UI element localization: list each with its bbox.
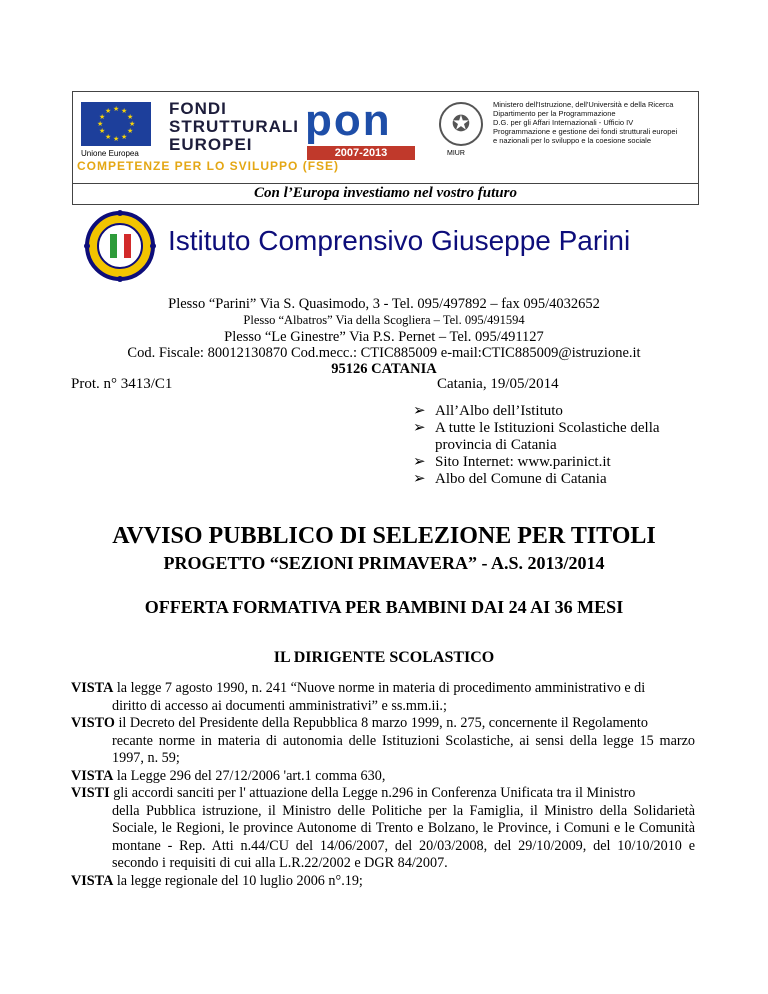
notice-title: AVVISO PUBBLICO DI SELEZIONE PER TITOLI	[112, 523, 656, 549]
pon-banner	[72, 91, 699, 205]
eu-label: Unione Europea	[81, 149, 139, 158]
offer-title: OFFERTA FORMATIVA PER BAMBINI DAI 24 AI 36 MESI	[144, 597, 624, 617]
paragraph-vista-3: VISTA la legge regionale del 10 luglio 2006 n°.19;	[71, 872, 363, 889]
competenze-label: COMPETENZE PER LO SVILUPPO (FSE)	[77, 159, 340, 173]
arrow-bullet-icon: ➢	[413, 403, 426, 419]
miur-label: MIUR	[447, 150, 465, 157]
pon-logo: pon	[305, 96, 392, 145]
list-item: ➢ Albo del Comune di Catania	[413, 471, 607, 487]
school-name: Istituto Comprensivo Giuseppe Parini	[168, 225, 631, 256]
ministry-text: Ministero dell'Istruzione, dell'Università e della Ricerca Dipartimento per la Programmazione D.G. per gli Affari Internazionali - Ufficio IV Programmazione e gestione dei fondi strutturali europei e nazionali per lo sviluppo e la coesione sociale	[493, 100, 678, 145]
paragraph-vista-2: VISTA la Legge 296 del 27/12/2006 'art.1 comma 630,	[71, 767, 386, 784]
arrow-bullet-icon: ➢	[413, 420, 426, 436]
arrow-bullet-icon: ➢	[413, 471, 426, 487]
banner-logos	[73, 92, 698, 182]
list-item: ➢ A tutte le Istituzioni Scolastiche della provincia di Catania	[413, 420, 660, 453]
italian-emblem-icon: ✪	[439, 102, 483, 146]
list-item: ➢ All’Albo dell’Istituto	[413, 403, 563, 419]
project-title: PROGETTO “SEZIONI PRIMAVERA” - A.S. 2013/2014	[163, 553, 605, 573]
arrow-bullet-icon: ➢	[413, 454, 426, 470]
dirigente-heading: IL DIRIGENTE SCOLASTICO	[273, 649, 495, 666]
recipients-list	[413, 403, 693, 488]
list-item: ➢ Sito Internet: www.parinict.it	[413, 454, 611, 470]
eu-flag-icon: ★ ★ ★ ★ ★ ★ ★ ★ ★ ★ ★ ★	[81, 102, 151, 146]
fiscal-info: Cod. Fiscale: 80012130870 Cod.mecc.: CTIC885009 e-mail:CTIC885009@istruzione.it	[127, 345, 641, 361]
pon-years: 2007-2013	[307, 146, 415, 160]
school-crest-icon	[84, 210, 156, 282]
city-line: 95126 CATANIA	[331, 361, 437, 377]
protocol-number: Prot. n° 3413/C1	[71, 376, 173, 392]
paragraph-visti: VISTI gli accordi sanciti per l' attuazione della Legge n.296 in Conferenza Unificata tra il Ministro della Pubblica istruzione, il Ministro delle Politiche per la Famiglia, il Ministro della Solidarietà Sociale, le Regioni, le province Autonome di Trento e Bolzano, le Province, i Comuni e le Comunità montane - Rep. Atti n.44/CU del 14/06/2007, del 20/03/2008, del 29/10/2009, del 10/10/2010 e secondo i requisiti di cui alla L.R.22/2002 e DGR 84/2007.	[71, 785, 695, 871]
banner-motto: Con l’Europa investiamo nel vostro futuro	[73, 183, 698, 205]
fondi-logo: FONDI STRUTTURALI EUROPEI	[169, 99, 299, 154]
address-albatros: Plesso “Albatros” Via della Scogliera – Tel. 095/491594	[243, 313, 525, 327]
document-date: Catania, 19/05/2014	[437, 376, 559, 392]
body-text	[71, 680, 695, 890]
address-ginestre: Plesso “Le Ginestre” Via P.S. Pernet – Tel. 095/491127	[224, 329, 544, 345]
paragraph-visto: VISTO il Decreto del Presidente della Repubblica 8 marzo 1999, n. 275, concernente il Regolamento recante norme in materia di autonomia delle Istituzioni Scolastiche, ai sensi della legge 15 marzo 1997, n. 59;	[71, 715, 695, 766]
paragraph-vista-1: VISTA la legge 7 agosto 1990, n. 241 “Nuove norme in materia di procedimento amministrativo e di diritto di accesso ai documenti amministrativi” e ss.mm.ii.;	[71, 680, 646, 714]
address-parini: Plesso “Parini” Via S. Quasimodo, 3 - Tel. 095/497892 – fax 095/4032652	[168, 296, 600, 312]
